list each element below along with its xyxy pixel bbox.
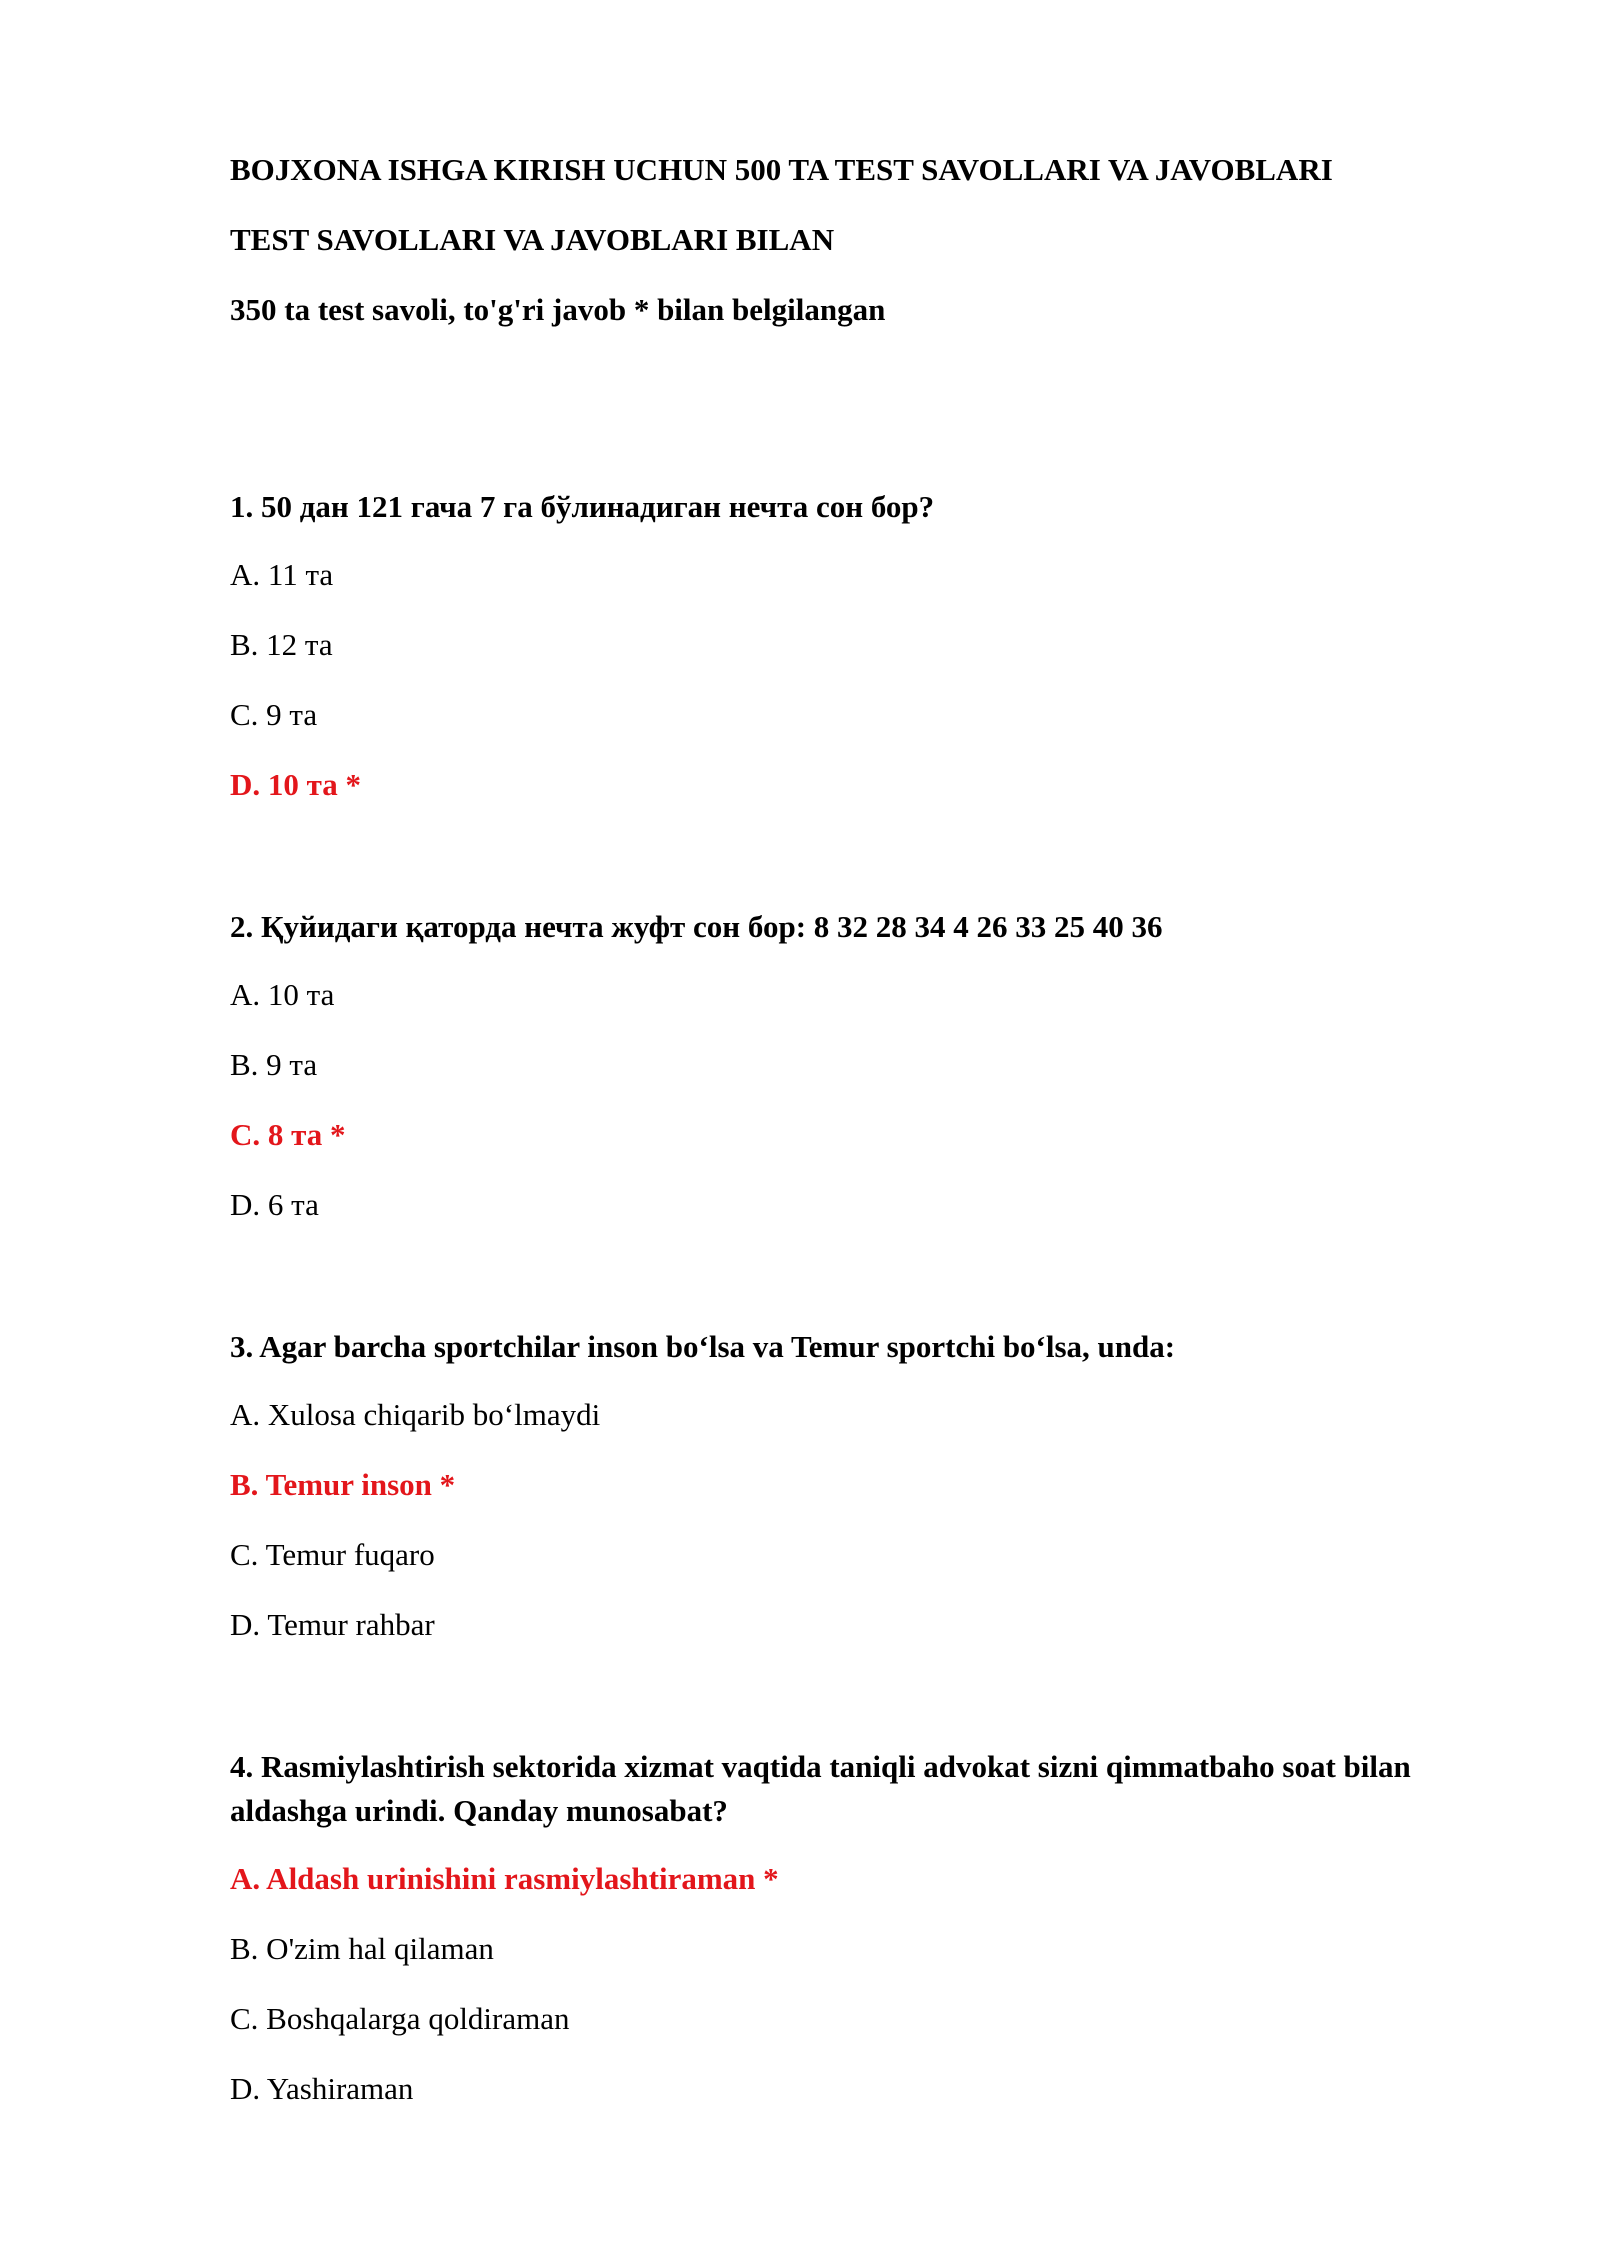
answer-option-a: A. Xulosa chiqarib bo‘lmaydi (230, 1397, 601, 1432)
answer-option-d: D. 6 та (230, 1187, 319, 1222)
answer-option-d: D. Temur rahbar (230, 1607, 435, 1642)
correct-answer-option-c: C. 8 та * (230, 1117, 346, 1152)
correct-answer-option-b: B. Temur inson * (230, 1467, 456, 1502)
document-note: 350 ta test savoli, to'g'ri javob * bilan belgilangan (230, 292, 886, 327)
answer-option-a: A. 10 та (230, 977, 335, 1012)
answer-option-d: D. Yashiraman (230, 2071, 414, 2106)
document-title: BOJXONA ISHGA KIRISH UCHUN 500 TA TEST SAVOLLARI VA JAVOBLARI (230, 152, 1333, 187)
document-subtitle: TEST SAVOLLARI VA JAVOBLARI BILAN (230, 222, 835, 257)
correct-answer-option-d: D. 10 та * (230, 767, 361, 802)
answer-option-b: B. 9 та (230, 1047, 318, 1082)
question-block-2 (230, 905, 1490, 1225)
document-content (230, 150, 1490, 2139)
question-block-4 (230, 1745, 1490, 2109)
answer-option-c: C. 9 та (230, 697, 318, 732)
question-block-1 (230, 485, 1490, 805)
answer-option-a: A. 11 та (230, 557, 334, 592)
answer-option-c: C. Temur fuqaro (230, 1537, 435, 1572)
answer-option-b: B. O'zim hal qilaman (230, 1931, 494, 1966)
answer-option-b: B. 12 та (230, 627, 333, 662)
question-block-3 (230, 1325, 1490, 1645)
correct-answer-option-a: A. Aldash urinishini rasmiylashtiraman * (230, 1861, 779, 1896)
question-text: 4. Rasmiylashtirish sektorida xizmat vaqtida taniqli advokat sizni qimmatbaho soat bilan aldashga urindi. Qanday munosabat? (230, 1749, 1411, 1828)
question-text: 3. Agar barcha sportchilar inson bo‘lsa va Temur sportchi bo‘lsa, unda: (230, 1329, 1176, 1364)
question-text: 1. 50 дан 121 гача 7 га бўлинадиган нечта сон бор? (230, 489, 935, 524)
question-text: 2. Қуйидаги қаторда нечта жуфт сон бор: 8 32 28 34 4 26 33 25 40 36 (230, 909, 1163, 944)
answer-option-c: C. Boshqalarga qoldiraman (230, 2001, 570, 2036)
